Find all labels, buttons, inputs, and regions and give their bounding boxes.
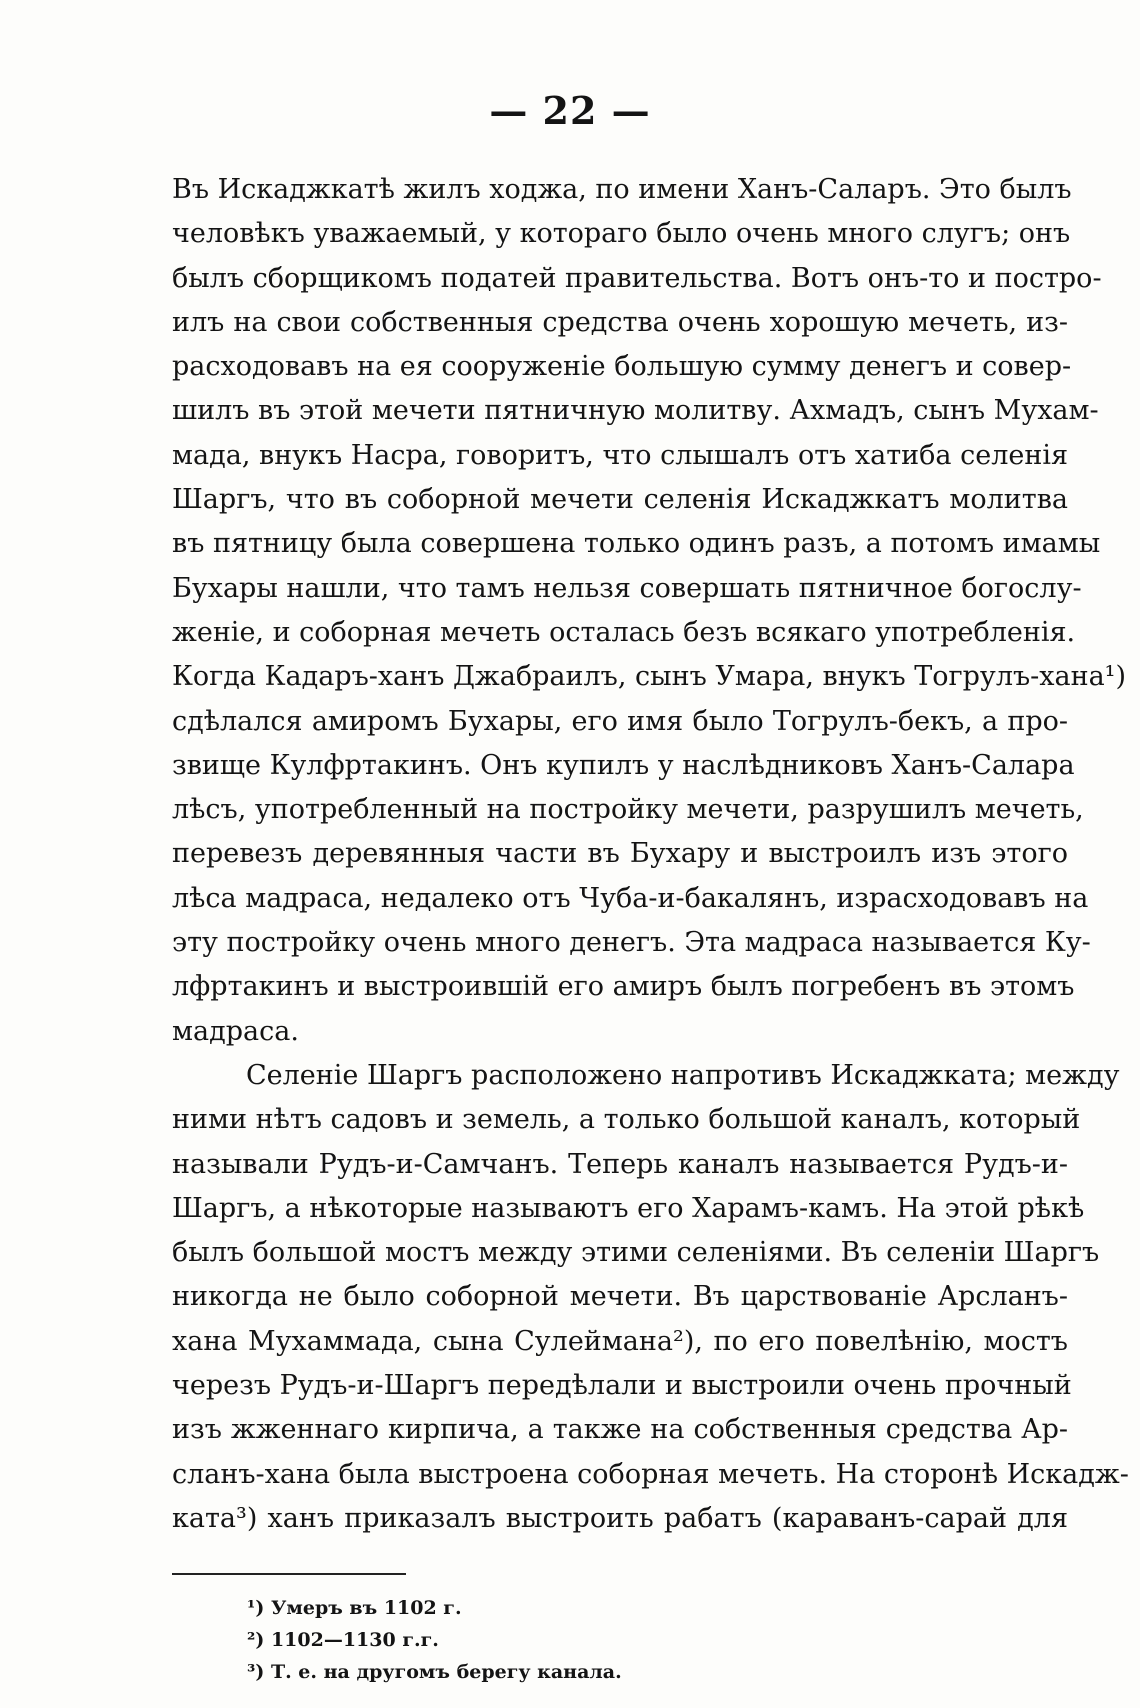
text-line: Селеніе Шаргъ расположено напротивъ Искаджката; между bbox=[246, 1059, 1120, 1091]
text-line: женіе, и соборная мечеть осталась безъ всякаго употребленія. bbox=[172, 616, 1076, 648]
text-line: черезъ Рудъ-и-Шаргъ передѣлали и выстроили очень прочный bbox=[172, 1370, 1072, 1402]
text-line: человѣкъ уважаемый, у котораго было очень много слугъ; онъ bbox=[172, 218, 1071, 250]
paragraph-1 bbox=[172, 168, 1127, 1054]
text-line: мада, внукъ Насра, говоритъ, что слышалъ отъ хатиба селенія bbox=[172, 439, 1068, 471]
text-line: ними нѣтъ садовъ и земель, а только большой каналъ, который bbox=[172, 1104, 1081, 1136]
footnote-3 bbox=[247, 1656, 1007, 1688]
footnote-mark: ³) bbox=[247, 1661, 265, 1683]
text-line: никогда не было соборной мечети. Въ царствованіе Арсланъ- bbox=[172, 1281, 1068, 1313]
text-line: сдѣлался амиромъ Бухары, его имя было Тогрулъ-бекъ, а про- bbox=[172, 705, 1068, 737]
text-line: Въ Искаджкатѣ жилъ ходжа, по имени Ханъ-Саларъ. Это былъ bbox=[172, 174, 1072, 205]
footnote-2 bbox=[247, 1624, 1007, 1656]
footnote-mark: ¹) bbox=[247, 1597, 265, 1619]
text-line: Бухары нашли, что тамъ нельзя совершать пятничное богослу- bbox=[172, 572, 1082, 604]
text-line: ката³) ханъ приказалъ выстроить рабатъ (караванъ-сарай для bbox=[172, 1502, 1068, 1534]
text-line: Шаргъ, что въ соборной мечети селенія Искаджкатъ молитва bbox=[172, 484, 1068, 516]
footnotes bbox=[247, 1592, 1007, 1688]
text-line: перевезъ деревянныя части въ Бухару и выстроилъ изъ этого bbox=[172, 838, 1068, 870]
footnote-text: Умеръ въ 1102 г. bbox=[270, 1597, 462, 1619]
footnote-text: 1102—1130 г.г. bbox=[270, 1629, 439, 1651]
text-line: сланъ-хана была выстроена соборная мечеть. На сторонѣ Искадж- bbox=[172, 1458, 1129, 1490]
paragraph-2 bbox=[172, 1054, 1129, 1541]
text-line: называли Рудъ-и-Самчанъ. Теперь каналъ называется Рудъ-и- bbox=[172, 1148, 1068, 1180]
text-line: эту постройку очень много денегъ. Эта мадраса называется Ку- bbox=[172, 927, 1091, 959]
footnote-1 bbox=[247, 1592, 1007, 1624]
text-line: изъ жженнаго кирпича, а также на собственныя средства Ар- bbox=[172, 1414, 1068, 1446]
text-line: звище Кулфртакинъ. Онъ купилъ у наслѣдниковъ Ханъ-Салара bbox=[172, 749, 1075, 781]
text-line: въ пятницу была совершена только одинъ разъ, а потомъ имамы bbox=[172, 528, 1101, 560]
text-line: лѣса мадраса, недалеко отъ Чуба-и-бакалянъ, израсходовавъ на bbox=[172, 882, 1089, 914]
text-line: расходовавъ на ея сооруженіе большую сумму денегъ и совер- bbox=[172, 351, 1072, 383]
footnote-mark: ²) bbox=[247, 1629, 265, 1651]
text-line: хана Мухаммада, сына Сулеймана²), по его повелѣнію, мостъ bbox=[172, 1325, 1068, 1357]
text-line: шилъ въ этой мечети пятничную молитву. Ахмадъ, сынъ Мухам- bbox=[172, 395, 1099, 427]
footnote-divider bbox=[172, 1573, 406, 1575]
text-line: лѣсъ, употребленный на постройку мечети, разрушилъ мечеть, bbox=[172, 794, 1084, 826]
text-line: илъ на свои собственныя средства очень хорошую мечеть, из- bbox=[172, 306, 1068, 338]
page-number: — 22 — bbox=[489, 88, 651, 133]
text-line: мадраса. bbox=[172, 1015, 299, 1047]
footnote-text: Т. е. на другомъ берегу канала. bbox=[270, 1661, 622, 1683]
text-line: былъ сборщикомъ податей правительства. Вотъ онъ-то и постро- bbox=[172, 262, 1102, 294]
text-line: Когда Кадаръ-ханъ Джабраилъ, сынъ Умара, внукъ Тогрулъ-хана¹) bbox=[172, 661, 1127, 693]
text-line: Шаргъ, а нѣкоторые называютъ его Харамъ-камъ. На этой рѣкѣ bbox=[172, 1192, 1085, 1224]
text-line: былъ большой мостъ между этими селеніями. Въ селеніи Шаргъ bbox=[172, 1237, 1100, 1269]
body-text bbox=[172, 168, 1129, 1541]
text-line: лфртакинъ и выстроившій его амиръ былъ погребенъ въ этомъ bbox=[172, 971, 1075, 1003]
